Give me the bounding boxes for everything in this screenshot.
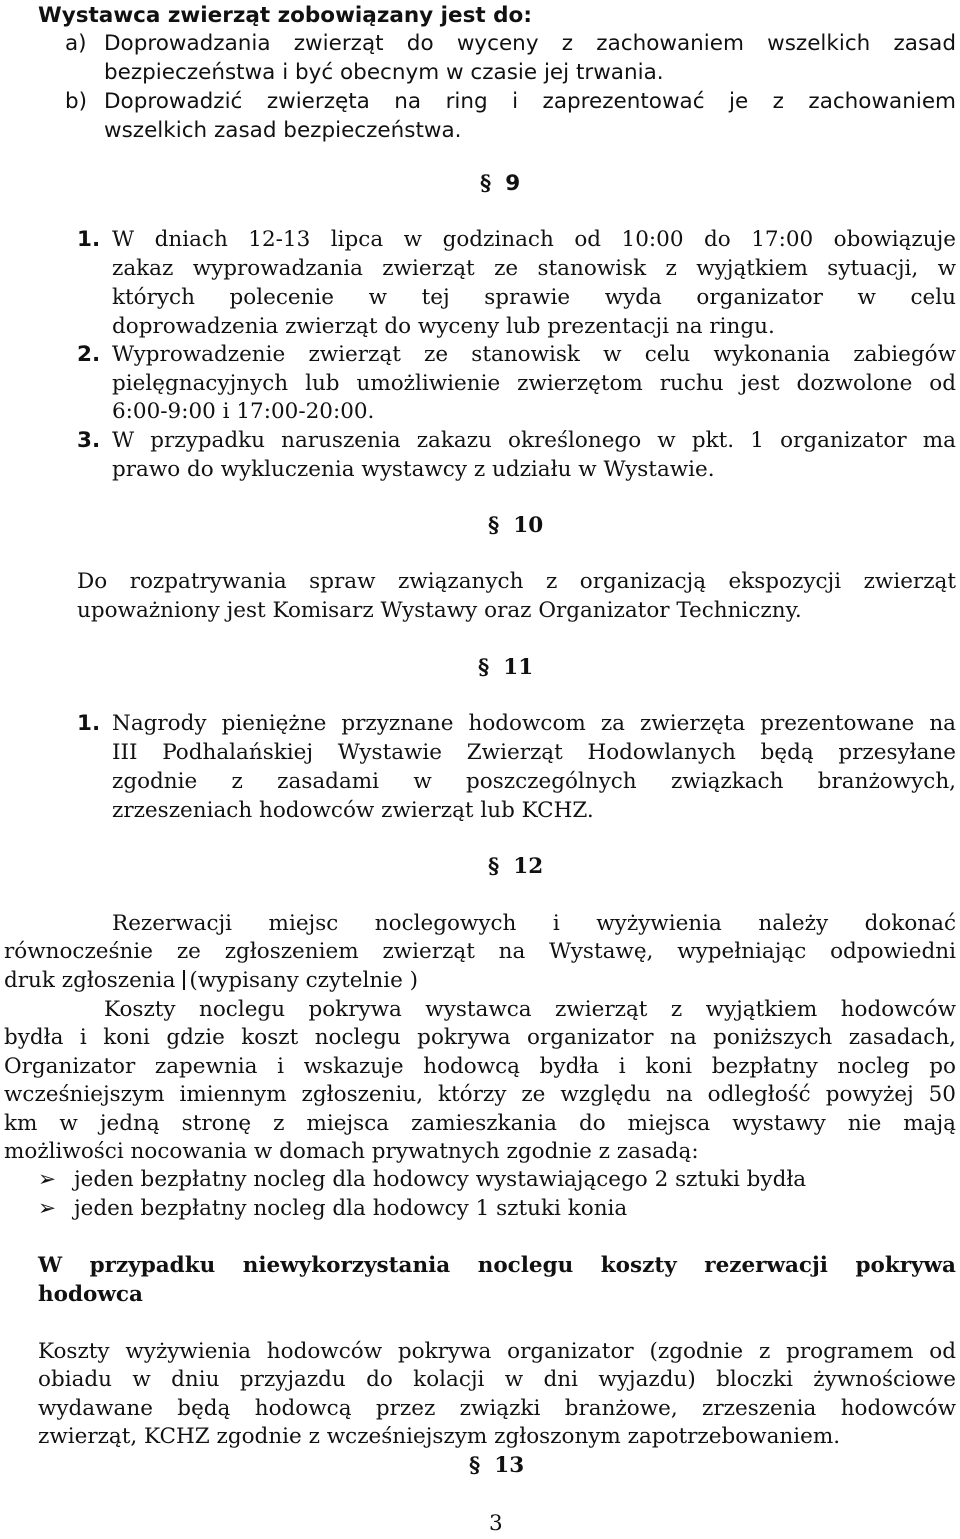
page-number: 3: [489, 1511, 503, 1536]
s9-p1-line1: W dniach 12-13 lipca w godzinach od 10:00 do 17:00 obowiązuje: [112, 227, 956, 252]
s12-food-line1: Koszty wyżywienia hodowców pokrywa organizator (zgodnie z programem od: [38, 1339, 956, 1364]
section-number: 9: [505, 171, 521, 196]
section-number: 11: [503, 655, 534, 680]
s12-food-line3: wydawane będą hodowcą przez związki branżowe, zrzeszenia hodowców: [38, 1396, 956, 1421]
s12-bullet-2-text: jeden bezpłatny nocleg dla hodowcy 1 sztuki konia: [74, 1196, 628, 1221]
section-symbol: §: [480, 171, 492, 196]
s12-line7: wcześniejszym imiennym zgłoszeniu, którzy ze względu na odległość powyżej 50: [4, 1082, 956, 1107]
s12-line3-note: (wypisany czytelnie ): [189, 968, 419, 993]
item-b-line2: wszelkich zasad bezpieczeństwa.: [104, 118, 462, 143]
arrow-bullet-icon: ➢: [38, 1196, 57, 1221]
s9-p2-line1: Wyprowadzenie zwierząt ze stanowisk w celu wykonania zabiegów: [112, 342, 956, 367]
s9-p1-line3: których polecenie w tej sprawie wyda organizator w celu: [112, 285, 956, 310]
s12-line9: możliwości nocowania w domach prywatnych zgodnie z zasadą:: [4, 1139, 699, 1164]
section-9-heading: [480, 170, 520, 198]
section-10-heading: [488, 512, 543, 540]
s12-line2: równocześnie ze zgłoszeniem zwierząt na Wystawę, wypełniając odpowiedni: [4, 939, 956, 964]
arrow-bullet-icon: ➢: [38, 1167, 57, 1192]
section-symbol: §: [488, 513, 500, 538]
s12-line3: [4, 967, 418, 995]
s9-p3-line1: W przypadku naruszenia zakazu określonego w pkt. 1 organizator ma: [112, 428, 956, 453]
section-symbol: §: [478, 655, 490, 680]
section-13-heading: [469, 1452, 524, 1480]
s9-p3-line2: prawo do wykluczenia wystawcy z udziału w Wystawie.: [112, 457, 715, 482]
section-number: 10: [513, 513, 544, 538]
s12-food-line2: obiadu w dniu przyjazdu do kolacji w dni wyjazdu) bloczki żywnościowe: [38, 1367, 956, 1392]
item-a-line1: Doprowadzania zwierząt do wyceny z zachowaniem wszelkich zasad: [104, 31, 956, 56]
s9-p2-line2: pielęgnacyjnych lub umożliwienie zwierzętom ruchu jest dozwolone od: [112, 371, 956, 396]
s11-line1: Nagrody pieniężne przyznane hodowcom za zwierzęta prezentowane na: [112, 711, 956, 736]
s12-line6: Organizator zapewnia i wskazuje hodowcą bydła i koni bezpłatny nocleg po: [4, 1054, 956, 1079]
s11-line4: zrzeszeniach hodowców zwierząt lub KCHZ.: [112, 798, 594, 823]
section-12-heading: [488, 853, 543, 881]
s11-p1-number: 1.: [77, 711, 101, 736]
item-a-line2: bezpieczeństwa i być obecnym w czasie jej trwania.: [104, 60, 664, 85]
s12-bold-line1: W przypadku niewykorzystania noclegu koszty rezerwacji pokrywa: [38, 1253, 956, 1278]
section-number: 12: [513, 854, 544, 879]
s12-line1: Rezerwacji miejsc noclegowych i wyżywienia należy dokonać: [112, 911, 956, 936]
s11-line2: III Podhalańskiej Wystawie Zwierząt Hodowlanych będą przesyłane: [112, 740, 956, 765]
s11-line3: zgodnie z zasadami w poszczególnych związkach branżowych,: [112, 769, 956, 794]
s9-p2-number: 2.: [77, 342, 101, 367]
section-11-heading: [478, 654, 533, 682]
item-b-line1: Doprowadzić zwierzęta na ring i zaprezentować je z zachowaniem: [104, 89, 956, 114]
s12-bullet-1-text: jeden bezpłatny nocleg dla hodowcy wystawiającego 2 sztuki bydła: [74, 1167, 807, 1192]
s9-p1-line2: zakaz wyprowadzania zwierząt ze stanowisk z wyjątkiem sytuacji, w: [112, 256, 956, 281]
text-cursor-mark: [183, 970, 185, 990]
item-b-label: b): [65, 89, 88, 114]
obligations-heading: Wystawca zwierząt zobowiązany jest do:: [38, 3, 532, 28]
s12-bullet-1: [38, 1166, 806, 1194]
section-number: 13: [494, 1453, 525, 1478]
s9-p2-line3: 6:00-9:00 i 17:00-20:00.: [112, 399, 375, 424]
item-a-label: a): [65, 31, 87, 56]
s10-line1: Do rozpatrywania spraw związanych z organizacją ekspozycji zwierząt: [77, 569, 956, 594]
s12-line8: km w jedną stronę z miejsca zamieszkania do miejsca wystawy nie mają: [4, 1111, 956, 1136]
s12-bold-line2: hodowca: [38, 1282, 143, 1307]
s12-bullet-2: [38, 1195, 627, 1223]
s12-food-line4: zwierząt, KCHZ zgodnie z wcześniejszym zgłoszonym zapotrzebowaniem.: [38, 1424, 841, 1449]
section-symbol: §: [469, 1453, 481, 1478]
s12-line3-text: druk zgłoszenia: [4, 968, 176, 993]
s12-line5: bydła i koni gdzie koszt noclegu pokrywa organizator na poniższych zasadach,: [4, 1025, 956, 1050]
section-symbol: §: [488, 854, 500, 879]
s9-p1-line4: doprowadzenia zwierząt do wyceny lub prezentacji na ringu.: [112, 314, 775, 339]
s12-line4: Koszty noclegu pokrywa wystawca zwierząt z wyjątkiem hodowców: [104, 997, 956, 1022]
s9-p1-number: 1.: [77, 227, 101, 252]
s10-line2: upoważniony jest Komisarz Wystawy oraz Organizator Techniczny.: [77, 598, 802, 623]
s9-p3-number: 3.: [77, 428, 101, 453]
